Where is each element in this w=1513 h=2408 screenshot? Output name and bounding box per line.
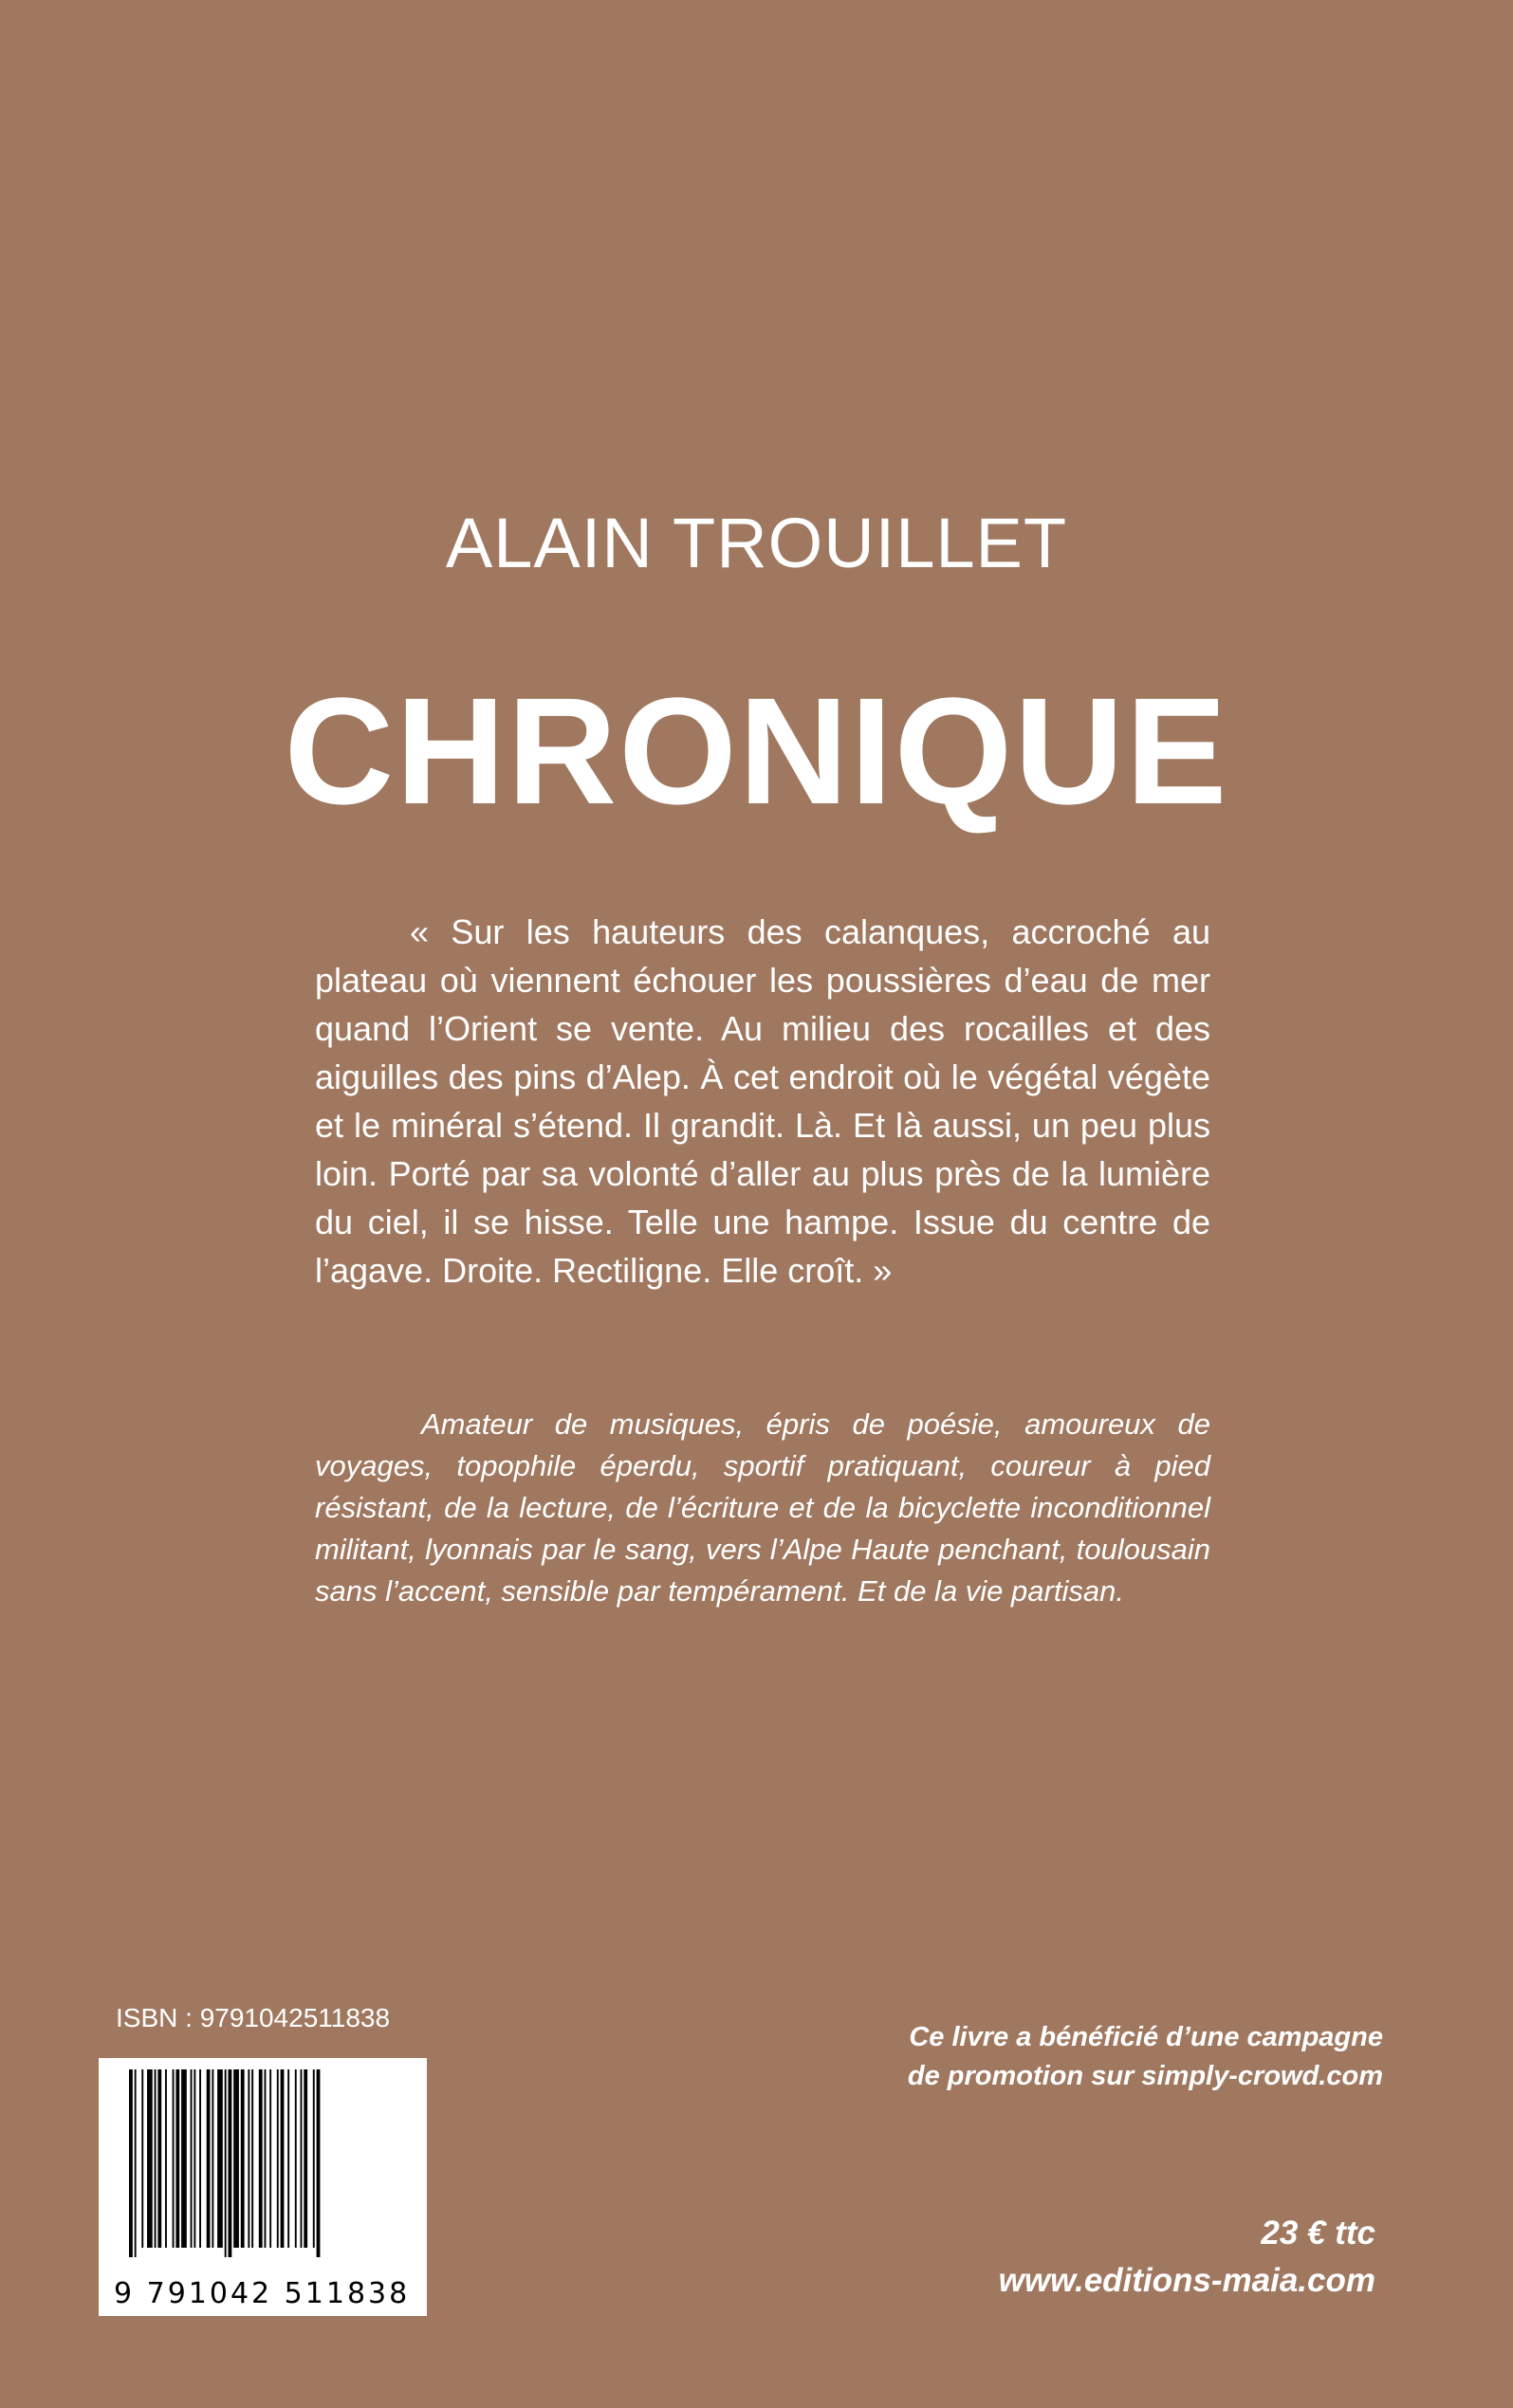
barcode-bar xyxy=(281,2069,285,2248)
barcode-bar xyxy=(173,2069,175,2248)
barcode-bar xyxy=(259,2069,263,2248)
barcode-bar xyxy=(217,2069,223,2248)
barcode-bar xyxy=(295,2069,297,2248)
promo-line-1: Ce livre a bénéficié d’une campagne xyxy=(909,2022,1383,2052)
author-bio: Amateur de musiques, épris de poésie, amoureux de voyages, topophile éperdu, sportif pratiquant, coureur à pied résistant, de la lecture, de l’écriture et de la bicyclette inconditionnel militant, lyonnais par le sang, vers l’Alpe Haute penchant, toulousain sans l’accent, sensible par tempérament. Et de la vie partisan. xyxy=(315,1407,1210,1608)
barcode-bar xyxy=(269,2069,271,2248)
book-excerpt: « Sur les hauteurs des calanques, accroché au plateau où viennent échouer les poussières d’eau de mer quand l’Orient se vente. Au milieu des rocailles et des aiguilles des pins d’Alep. À cet endroit où le végétal végète et le minéral s’étend. Il grandit. Là. Et là aussi, un peu plus loin. Porté par sa volonté d’aller au plus près de la lumière du ciel, il se hisse. Telle une hampe. Issue du centre de l’agave. Droite. Rectiligne. Elle croît. » xyxy=(315,912,1210,1290)
barcode-bar xyxy=(157,2069,161,2248)
barcode-bar xyxy=(241,2069,245,2248)
barcode-bar xyxy=(155,2069,157,2248)
barcode-bar xyxy=(191,2069,193,2248)
barcode-bar xyxy=(317,2069,321,2257)
barcode-bar xyxy=(277,2069,279,2248)
barcode-bar xyxy=(248,2069,249,2248)
barcode-bar xyxy=(199,2069,201,2248)
barcode-bar xyxy=(287,2069,289,2248)
barcode-bar xyxy=(207,2069,211,2248)
barcode-bar xyxy=(313,2069,315,2248)
barcode-bar xyxy=(233,2069,239,2248)
barcode-bar xyxy=(147,2069,153,2248)
barcode-bars xyxy=(129,2069,397,2257)
barcode-bar xyxy=(225,2069,227,2257)
barcode-bar xyxy=(301,2069,303,2248)
barcode-bar xyxy=(304,2069,307,2248)
barcode-bar xyxy=(212,2069,213,2248)
promo-line-2: de promotion sur simply-crowd.com xyxy=(907,2061,1383,2091)
author-name: ALAIN TROUILLET xyxy=(445,504,1068,582)
book-title: CHRONIQUE xyxy=(284,666,1229,836)
barcode-bar xyxy=(251,2069,253,2248)
barcode-bar xyxy=(194,2069,195,2248)
publisher-website: www.editions-maia.com xyxy=(998,2262,1375,2299)
barcode-bar xyxy=(229,2069,232,2257)
price: 23 € ttc xyxy=(1261,2215,1375,2252)
barcode-bar xyxy=(165,2069,167,2248)
barcode-bar xyxy=(181,2069,187,2248)
promo-text xyxy=(795,2018,1383,2096)
barcode-bar xyxy=(129,2069,133,2257)
barcode-bar xyxy=(141,2069,143,2248)
barcode-bar xyxy=(175,2069,179,2248)
isbn-label: ISBN : 9791042511838 xyxy=(116,2003,391,2032)
barcode-bar xyxy=(135,2069,137,2257)
barcode-bar xyxy=(265,2069,267,2248)
barcode-digits: 9 791042 511838 xyxy=(114,2277,411,2310)
barcode xyxy=(99,2058,427,2316)
